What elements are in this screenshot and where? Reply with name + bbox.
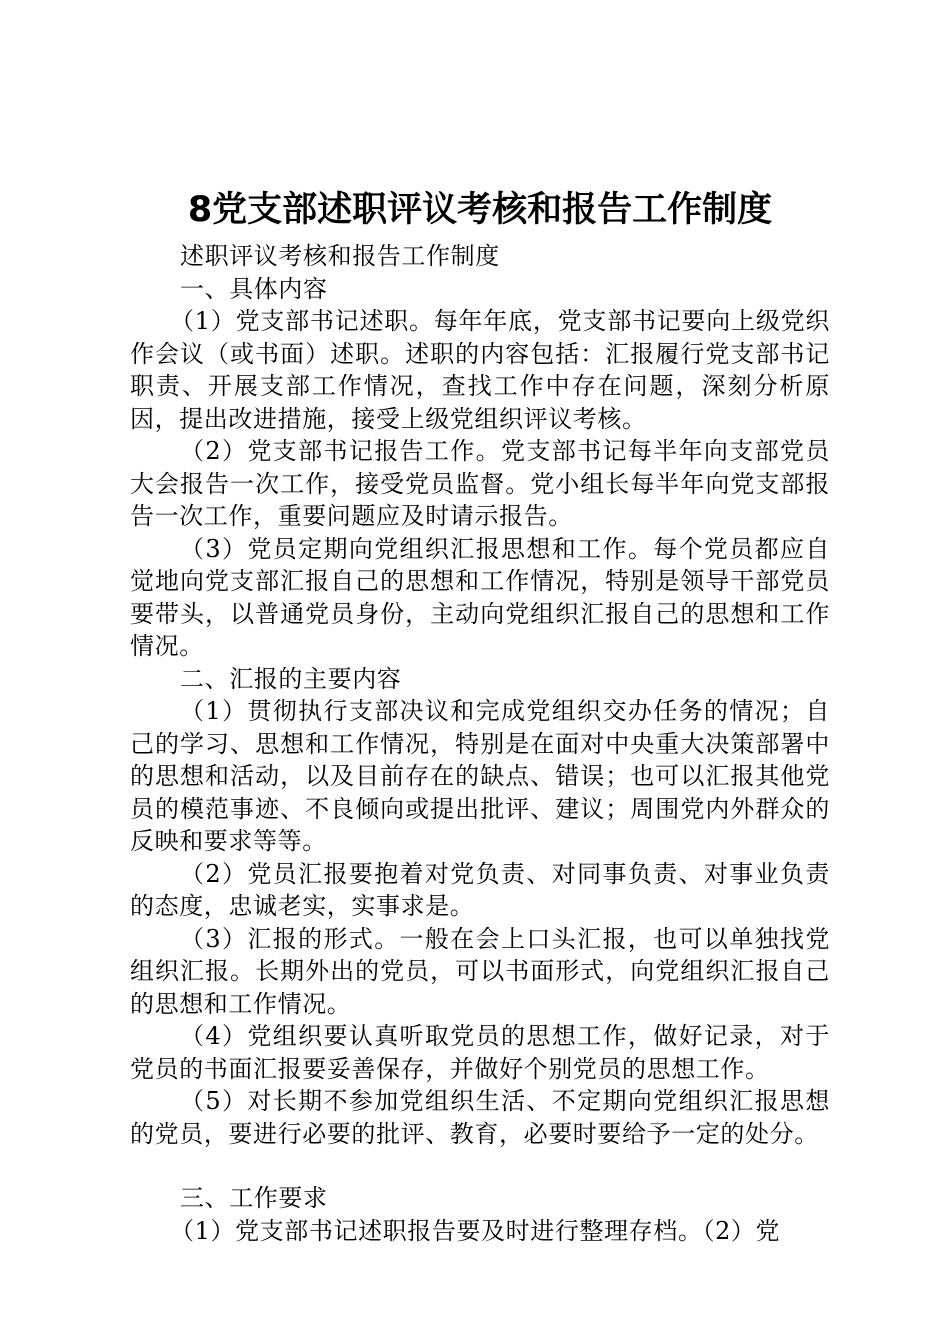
document-title: 8党支部述职评议考核和报告工作制度: [187, 190, 773, 230]
paragraph: （1）党支部书记述职。每年年底，党支部书记要向上级党织作会议（或书面）述职。述职的内容包括：汇报履行党支部书记职责、开展支部工作情况，查找工作中存在问题，深刻分析原因，提出改进措施，接受上级党组织评议考核。: [130, 307, 830, 433]
paragraph: （1）党支部书记述职报告要及时进行整理存档。（2）党: [170, 1216, 781, 1245]
paragraph: （3）汇报的形式。一般在会上口头汇报，也可以单独找党组织汇报。长期外出的党员，可以书面形式，向党组织汇报自己的思想和工作情况。: [130, 924, 830, 1018]
section-heading-3: 三、工作要求: [180, 1184, 328, 1212]
paragraph: （5）对长期不参加党组织生活、不定期向党组织汇报思想的党员，要进行必要的批评、教育，必要时要给予一定的处分。: [130, 1087, 830, 1148]
section-heading-1: 一、具体内容: [180, 274, 328, 303]
paragraph: （2）党支部书记报告工作。党支部书记每半年向支部党员大会报告一次工作，接受党员监督。党小组长每半年向党支部报告一次工作，重要问题应及时请示报告。: [130, 437, 830, 530]
paragraph: （2）党员汇报要抱着对党负责、对同事负责、对事业负责的态度，忠诚老实，实事求是。: [130, 859, 830, 920]
blank-line: [130, 1150, 830, 1182]
section-heading-2: 二、汇报的主要内容: [180, 664, 402, 693]
subtitle-line: 述职评议考核和报告工作制度: [180, 242, 500, 270]
paragraph: （3）党员定期向党组织汇报思想和工作。每个党员都应自觉地向党支部汇报自己的思想和工作情况，特别是领导干部党员要带头，以普通党员身份，主动向党组织汇报自己的思想和工作情况。: [130, 534, 830, 660]
paragraph: （4）党组织要认真听取党员的思想工作，做好记录，对于党员的书面汇报要妥善保存，并做好个别党员的思想工作。: [130, 1022, 830, 1083]
paragraph: （1）贯彻执行支部决议和完成党组织交办任务的情况；自己的学习、思想和工作情况，特别是在面对中央重大决策部署中的思想和活动，以及目前存在的缺点、错误；也可以汇报其他党员的模范事迹、不良倾向或提出批评、建议；周围党内外群众的反映和要求等等。: [130, 697, 830, 855]
document-body: [130, 240, 830, 1247]
